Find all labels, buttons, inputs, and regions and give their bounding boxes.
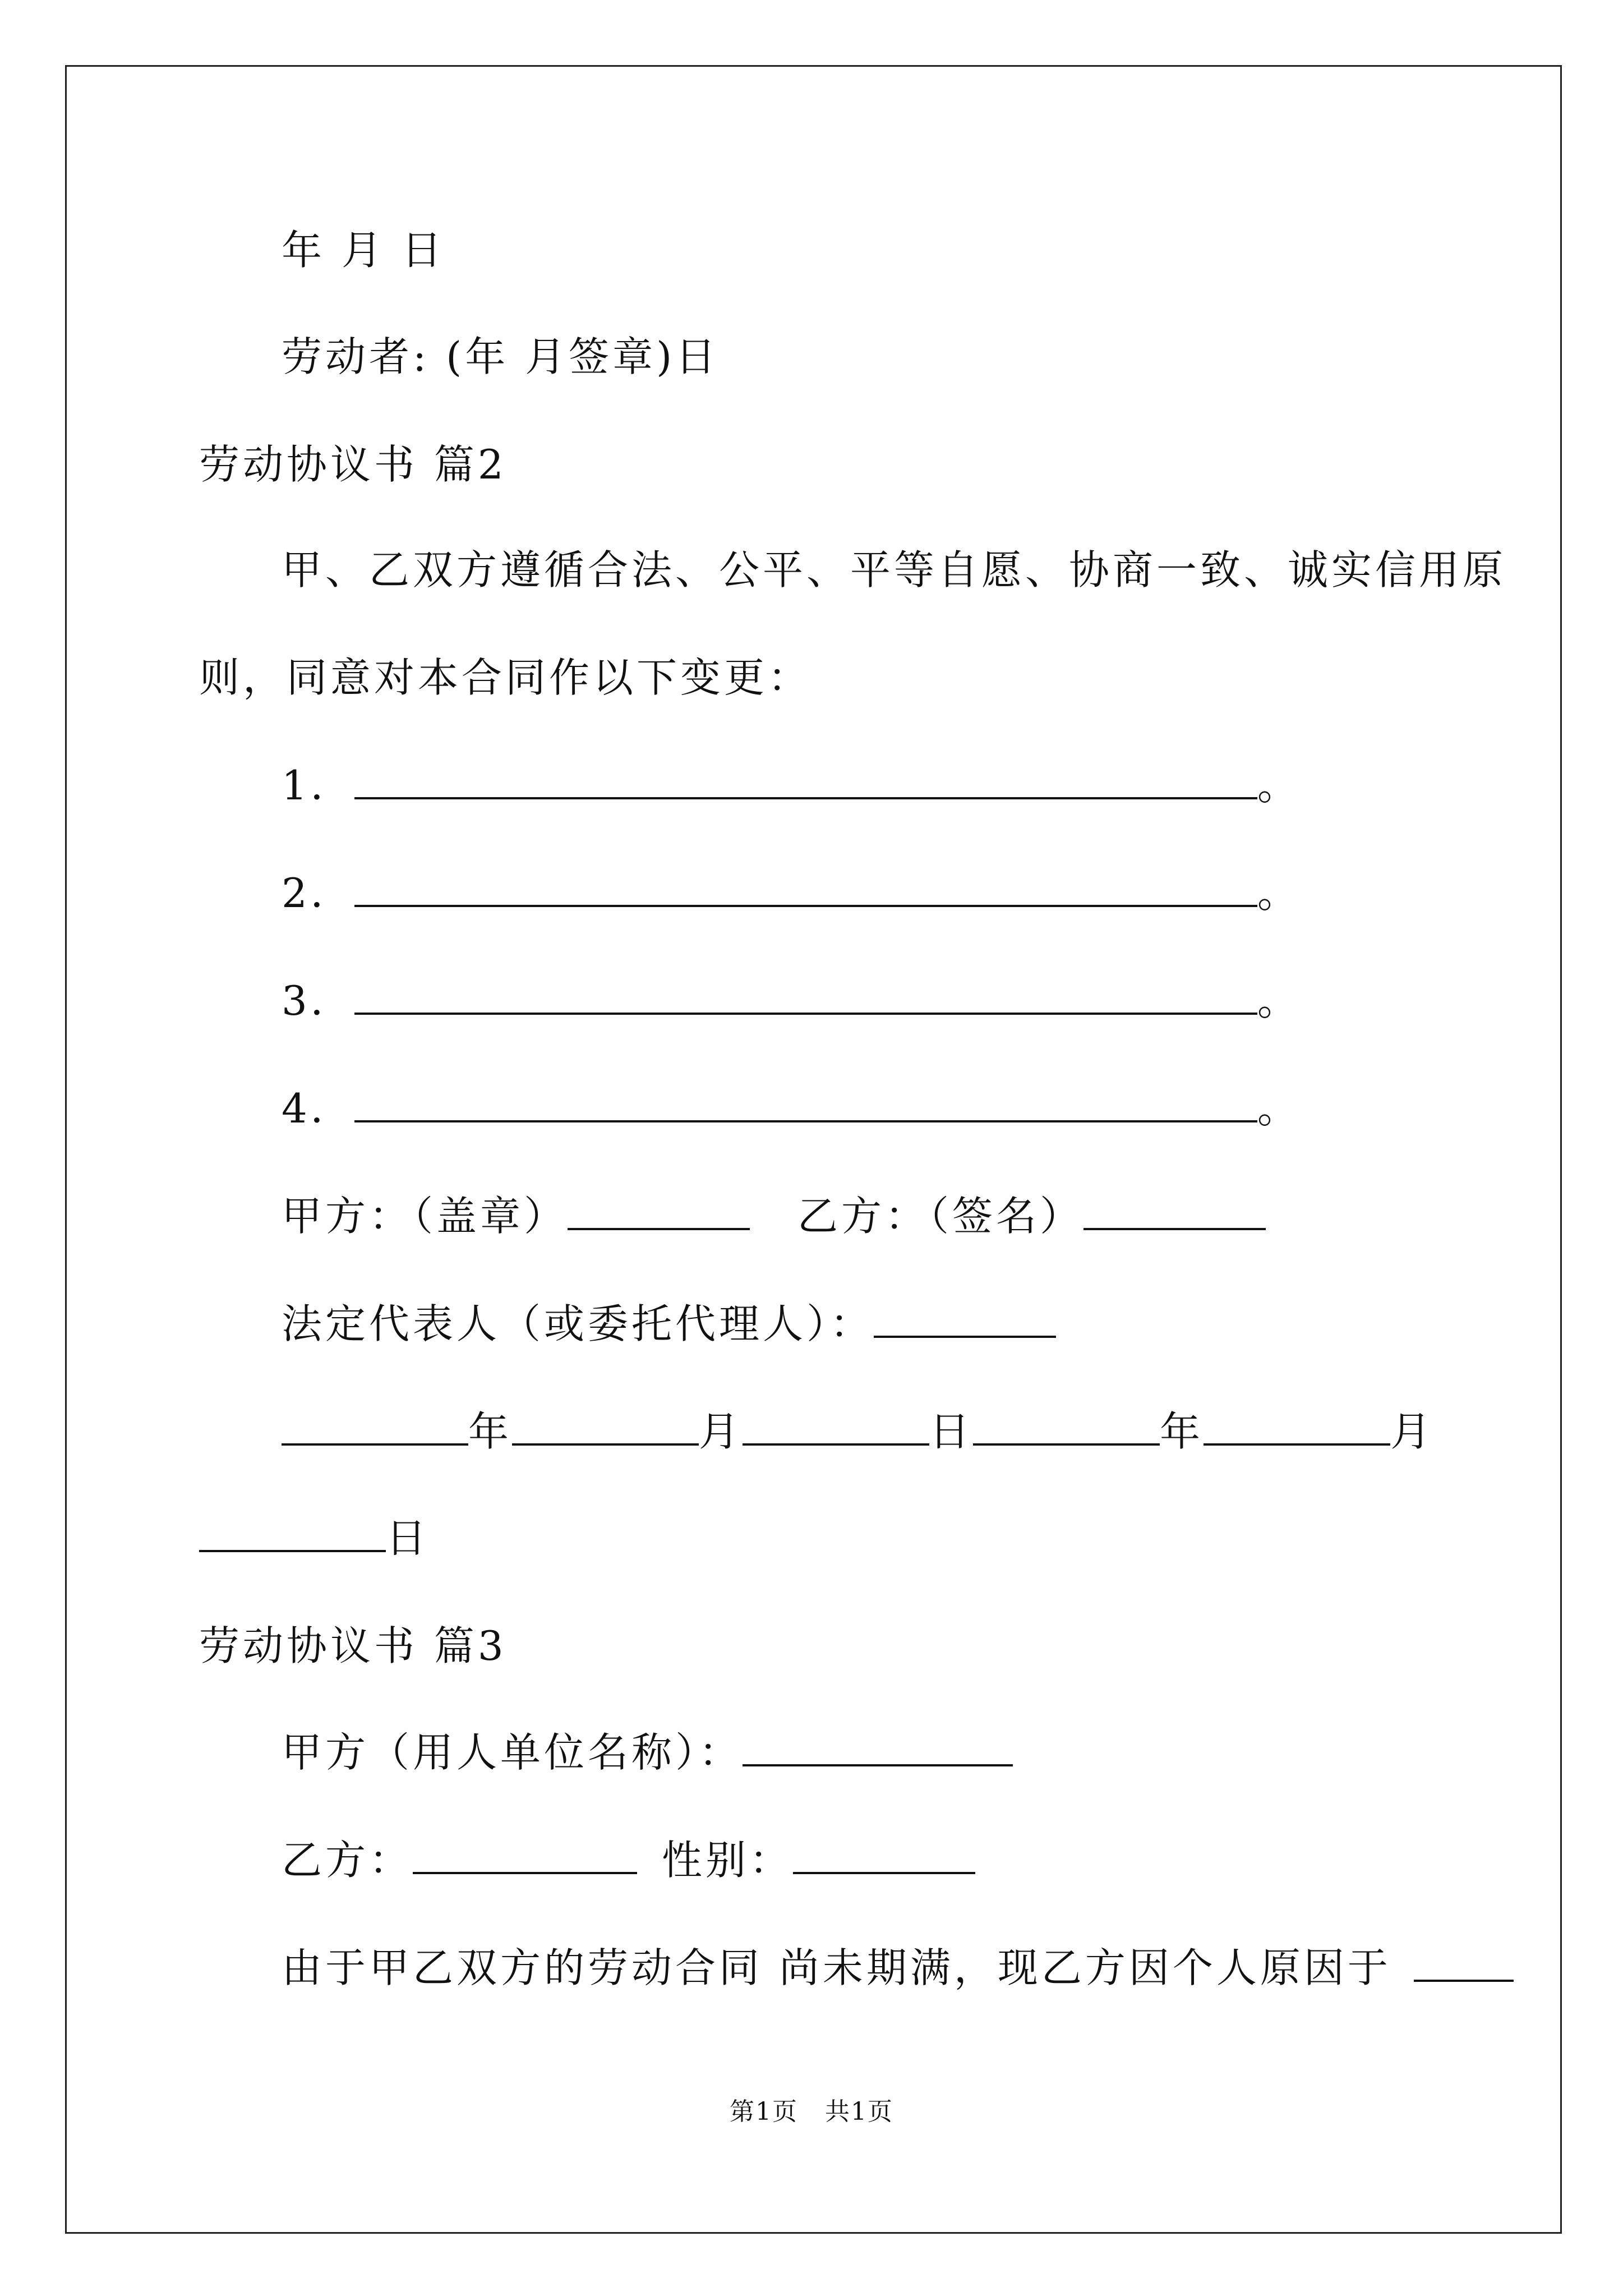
change-item-1 <box>282 758 1301 812</box>
intro-text-2: 则，同意对本合同作以下变更： <box>199 654 812 701</box>
year-label: 年 <box>1160 1408 1204 1455</box>
signature-line <box>282 1189 1266 1243</box>
item-number: 3． <box>282 977 354 1024</box>
gender-blank[interactable] <box>793 1837 975 1874</box>
date-blank[interactable] <box>199 1515 386 1552</box>
month-label: 月 <box>699 1408 743 1455</box>
legal-rep-label: 法定代表人（或委托代理人）： <box>282 1300 874 1347</box>
change-item-4 <box>282 1082 1301 1135</box>
item-end-mark: 。 <box>1257 977 1301 1024</box>
section-3-heading <box>199 1619 507 1673</box>
item-2-blank[interactable] <box>354 870 1257 907</box>
employee-name-blank[interactable] <box>413 1837 637 1874</box>
day-label: 日 <box>929 1408 974 1455</box>
year-label: 年 <box>468 1408 513 1455</box>
party-a-seal-blank[interactable] <box>568 1193 750 1230</box>
page-border <box>65 65 1562 2234</box>
section-2-intro-line-1 <box>282 543 1506 597</box>
item-number: 1． <box>282 762 354 809</box>
change-item-2 <box>282 866 1301 920</box>
item-number: 2． <box>282 869 354 917</box>
worker-signature-text: 劳动者: (年 月签章)日 <box>282 333 720 380</box>
date-blank[interactable] <box>973 1409 1160 1446</box>
date-blank[interactable] <box>743 1409 929 1446</box>
reason-date-blank[interactable] <box>1414 1945 1514 1982</box>
employer-name-blank[interactable] <box>743 1729 1013 1766</box>
item-4-blank[interactable] <box>354 1085 1257 1122</box>
employee-label: 乙方： <box>282 1837 413 1884</box>
gender-label: 性别： <box>662 1837 794 1884</box>
party-b-sign-label: 乙方：（签名） <box>797 1193 1084 1240</box>
item-end-mark: 。 <box>1257 869 1301 917</box>
employee-line <box>282 1833 975 1887</box>
item-end-mark: 。 <box>1257 1085 1301 1132</box>
legal-rep-line <box>282 1297 1056 1351</box>
date-line <box>282 223 445 277</box>
date-blank[interactable] <box>282 1409 468 1446</box>
party-a-seal-label: 甲方：（盖章） <box>282 1193 568 1240</box>
item-end-mark: 。 <box>1257 762 1301 809</box>
section-2-heading <box>199 438 507 491</box>
employer-name-label: 甲方（用人单位名称）： <box>282 1729 743 1776</box>
date-fill-line-2 <box>199 1511 430 1565</box>
date-fill-line <box>282 1405 1434 1458</box>
intro-text-1: 甲、乙双方遵循合法、公平、平等自愿、协商一致、诚实信用原 <box>282 546 1507 593</box>
month-label: 月 <box>1390 1408 1435 1455</box>
change-item-3 <box>282 974 1301 1028</box>
date-line-text: 年 月 日 <box>282 227 445 274</box>
page-footer: 第1页 共1页 <box>730 2097 893 2126</box>
reason-line <box>282 1941 1514 1995</box>
date-blank[interactable] <box>1204 1409 1390 1446</box>
item-1-blank[interactable] <box>354 762 1257 799</box>
item-3-blank[interactable] <box>354 978 1257 1015</box>
legal-rep-blank[interactable] <box>874 1301 1056 1338</box>
day-label: 日 <box>386 1515 430 1562</box>
reason-text: 由于甲乙双方的劳动合同 尚未期满，现乙方因个人原因于 <box>282 1944 1391 1991</box>
employer-name-line <box>282 1726 1013 1779</box>
section-3-title: 劳动协议书 篇3 <box>199 1622 507 1669</box>
date-blank[interactable] <box>512 1409 699 1446</box>
item-number: 4． <box>282 1085 354 1132</box>
section-2-title: 劳动协议书 篇2 <box>199 441 507 488</box>
worker-signature-line <box>282 330 719 384</box>
section-2-intro-line-2 <box>199 651 811 705</box>
party-b-sign-blank[interactable] <box>1083 1193 1266 1230</box>
